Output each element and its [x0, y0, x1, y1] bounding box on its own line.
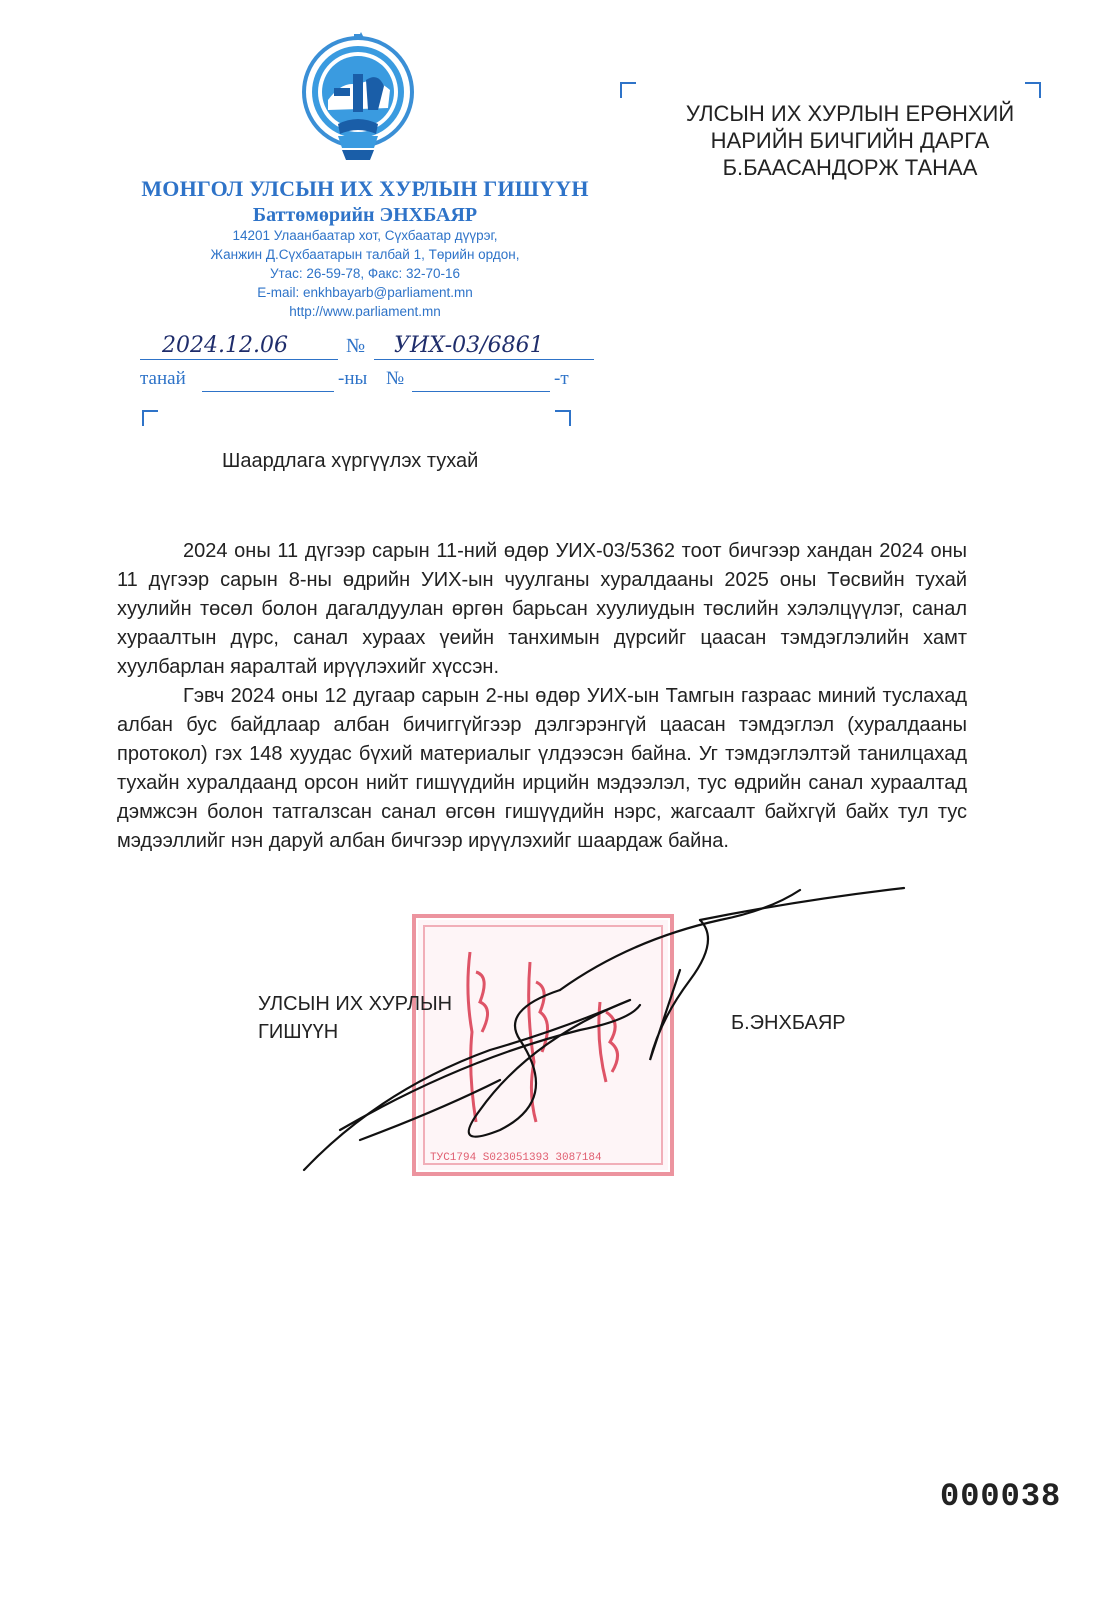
- letterhead-address-line-1: 14201 Улаанбаатар хот, Сүхбаатар дүүрэг,: [232, 228, 498, 243]
- addressee-line-1: УЛСЫН ИХ ХУРЛЫН ЕРӨНХИЙ: [685, 101, 1015, 126]
- handwritten-signature: [300, 880, 920, 1180]
- addressee-corner-right: [1025, 82, 1041, 98]
- your-number-label: №: [386, 368, 405, 389]
- addressee-block: [640, 100, 1060, 181]
- corner-mark-top-right: [555, 410, 571, 426]
- signatory-title-line-1: УЛСЫН ИХ ХУРЛЫН: [258, 993, 453, 1015]
- letterhead-website: http://www.parliament.mn: [289, 304, 441, 319]
- your-suffix: -т: [554, 368, 569, 389]
- your-reference-row: [140, 366, 595, 392]
- handwritten-date: 2024.12.06: [162, 333, 288, 358]
- handwritten-number: УИХ-03/6861: [394, 333, 544, 358]
- state-emblem-icon: [298, 30, 418, 170]
- number-underline: [374, 359, 594, 360]
- signatory-title-line-2: ГИШҮҮН: [258, 1021, 339, 1043]
- letterhead-title: МОНГОЛ УЛСЫН ИХ ХУРЛЫН ГИШҮҮН: [141, 176, 589, 201]
- signatory-name: Б.ЭНХБАЯР: [731, 1012, 846, 1034]
- letter-body: [117, 537, 967, 856]
- body-paragraph-1: 2024 оны 11 дүгээр сарын 11-ний өдөр УИХ-03/5362 тоот бичгээр хандан 2024 оны 11 дүгээр сарын 8-ны өдрийн УИХ-ын чуулганы хуралдааны 2025 оны Төсвийн тухай хуулийн төсөл болон дагалдуулан өргөн барьсан хуулиудын төслийн хэлэлцүүлэг, санал хураалтын дүрс, санал хураах үеийн танхимын дүрсийг цаасан тэмдэглэлийн хамт хуулбарлан яаралтай ирүүлэхийг хүссэн.: [117, 540, 967, 678]
- letterhead-name: Баттөмөрийн ЭНХБАЯР: [252, 204, 478, 226]
- letterhead-phone: Утас: 26-59-78, Факс: 32-70-16: [269, 266, 461, 281]
- your-number-underline: [412, 391, 550, 392]
- addressee-corner-left: [620, 82, 636, 98]
- letter-subject: Шаардлага хүргүүлэх тухай: [222, 450, 479, 472]
- letterhead-email: E-mail: enkhbayarb@parliament.mn: [257, 285, 473, 300]
- reference-row: [140, 330, 595, 360]
- your-date-underline: [202, 391, 334, 392]
- your-mid: -ны: [338, 368, 368, 389]
- number-label: №: [346, 335, 366, 357]
- body-paragraph-2: Гэвч 2024 оны 12 дугаар сарын 2-ны өдөр УИХ-ын Тамгын газраас миний туслахад албан бус байдлаар албан бичиггүйгээр дэлгэрэнгүй цаасан тэмдэглэл (хуралдааны протокол) гэх 148 хуудас бүхий материалыг үлдээсэн байна. Уг тэмдэглэлтэй танилцахад тухайн хуралдаанд орсон нийт гишүүдийн ирцийн мэдээлэл, тус өдрийн санал хураалтад дэмжсэн болон татгалзсан санал өгсөн гишүүдийн нэрс, жагсаалт байхгүй байх тул тус мэдээллийг нэн даруй албан бичгээр ирүүлэхийг шаардаж байна.: [117, 685, 967, 852]
- addressee-line-3: Б.БААСАНДОРЖ ТАНАА: [722, 155, 978, 180]
- stamp-serial: ТУС1794 S023051393 3087184: [430, 1152, 602, 1164]
- your-prefix: танай: [140, 368, 186, 389]
- date-underline: [140, 359, 338, 360]
- addressee-line-2: НАРИЙН БИЧГИЙН ДАРГА: [710, 128, 990, 153]
- letterhead-address-line-2: Жанжин Д.Сүхбаатарын талбай 1, Төрийн ордон,: [210, 247, 520, 262]
- page-number: 000038: [940, 1478, 1062, 1515]
- corner-mark-top-left: [142, 410, 158, 426]
